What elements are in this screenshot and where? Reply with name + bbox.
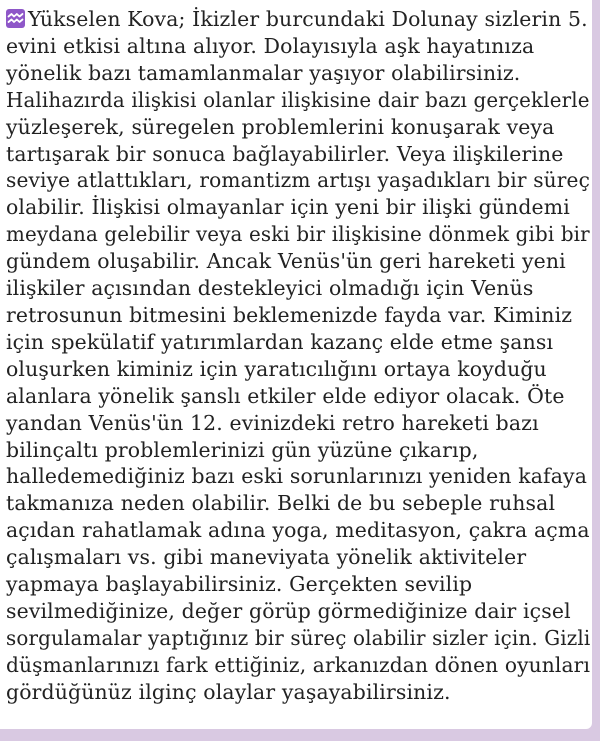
text-line: düşmanlarınızı fark ettiğiniz, arkanızdan dönen oyunları <box>6 652 591 677</box>
text-line: olabilir. İlişkisi olmayanlar için yeni bir ilişki gündemi <box>6 195 570 220</box>
text-line: meydana gelebilir veya eski bir ilişkisine dönmek gibi bir <box>6 222 590 247</box>
text-line: açıdan rahatlamak adına yoga, meditasyon, çakra açma <box>6 518 590 543</box>
text-line: yapmaya başlayabilirsiniz. Gerçekten sevilip <box>6 572 473 597</box>
text-line: gündem oluşabilir. Ancak Venüs'ün geri hareketi yeni <box>6 249 566 274</box>
text-line: evini etkisi altına alıyor. Dolayısıyla aşk hayatınıza <box>6 33 535 58</box>
text-line: oluşurken kiminiz için yaratıcılığını ortaya koyduğu <box>6 356 547 381</box>
text-line: retrosunun bitmesini beklemenizde fayda var. Kiminiz <box>6 302 573 327</box>
text-line: yandan Venüs'ün 12. evinizdeki retro hareketi bazı <box>6 410 539 435</box>
text-line: tartışarak bir sonuca bağlayabilirler. Veya ilişkilerine <box>6 141 564 166</box>
text-line: sevilmediğinize, değer görüp görmediğinize dair içsel <box>6 598 571 623</box>
text-line-content: Yükselen Kova; İkizler burcundaki Dolunay sizlerin 5. <box>28 7 588 31</box>
text-line <box>6 6 590 33</box>
horoscope-text <box>6 6 590 706</box>
text-line: Halihazırda ilişkisi olanlar ilişkisine dair bazı gerçeklerle <box>6 87 590 112</box>
aquarius-sign-icon <box>6 9 25 28</box>
text-line: yüzleşerek, süregelen problemlerini konuşarak veya <box>6 114 555 139</box>
text-line: yönelik bazı tamamlanmalar yaşıyor olabilirsiniz. <box>6 60 521 85</box>
text-line: seviye atlattıkları, romantizm artışı yaşadıkları bir süreç <box>6 168 591 193</box>
text-line: için spekülatif yatırımlardan kazanç elde etme şansı <box>6 329 554 354</box>
text-line: bilinçaltı problemlerinizi gün yüzüne çıkarıp, <box>6 437 479 462</box>
text-line: sorgulamalar yaptığınız bir süreç olabilir sizler için. Gizli <box>6 625 591 650</box>
text-line: gördüğünüz ilginç olaylar yaşayabilirsiniz. <box>6 679 451 704</box>
text-line: çalışmaları vs. gibi maneviyata yönelik aktiviteler <box>6 545 527 570</box>
text-line: ilişkiler açısından destekleyici olmadığı için Venüs <box>6 276 534 301</box>
text-line: halledemediğiniz bazı eski sorunlarınızı yeniden kafaya <box>6 464 588 489</box>
text-line: alanlara yönelik şanslı etkiler elde ediyor olacak. Öte <box>6 383 565 408</box>
text-line: takmanıza neden olabilir. Belki de bu sebeple ruhsal <box>6 491 556 516</box>
